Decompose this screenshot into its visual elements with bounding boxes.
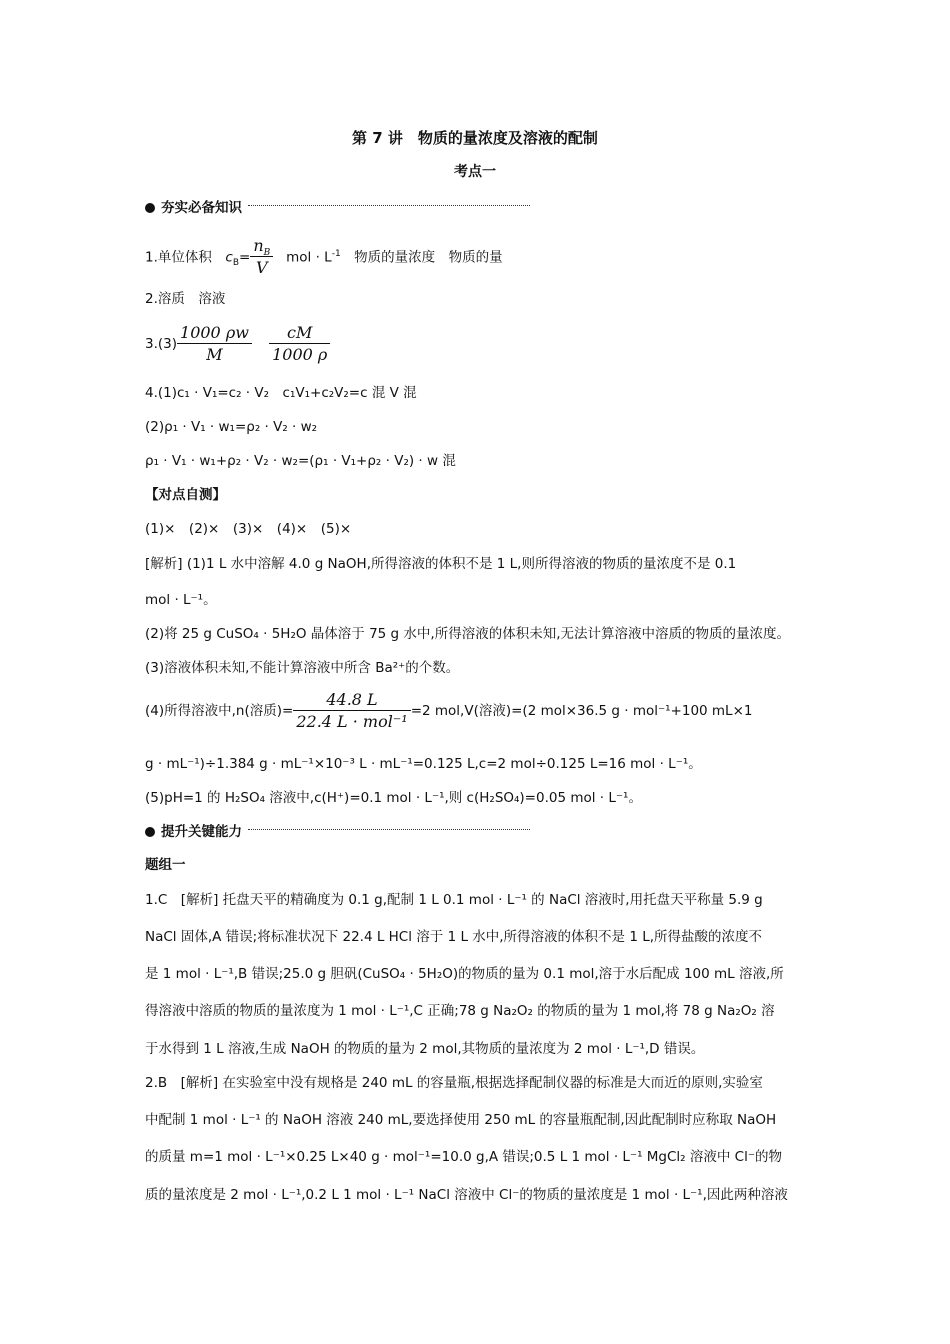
q1-line-c: 是 1 mol · L⁻¹,B 错误;25.0 g 胆矾(CuSO₄ · 5H₂O)的物质的量为 0.1 mol,溶于水后配成 100 mL 溶液,所 — [145, 966, 784, 982]
explanation-1b: mol · L⁻¹。 — [145, 592, 217, 608]
knowledge-1-prefix: 1.单位体积 — [145, 249, 226, 266]
group-heading: 题组一 — [145, 857, 186, 873]
f1-den: M — [206, 344, 223, 364]
f2-num: cM — [269, 323, 330, 344]
section-divider-2 — [248, 829, 530, 830]
f2-den: 1000 ρ — [272, 344, 328, 364]
explanation-4-rest: =2 mol,V(溶液)=(2 mol×36.5 g · mol⁻¹+100 mL×1 — [410, 703, 753, 719]
knowledge-3-prefix: 3.(3) — [145, 336, 178, 352]
knowledge-3 — [145, 322, 330, 366]
section-divider-1 — [248, 205, 530, 206]
q1-line-a: 1.C [解析] 托盘天平的精确度为 0.1 g,配制 1 L 0.1 mol · L⁻¹ 的 NaCl 溶液时,用托盘天平称量 5.9 g — [145, 892, 763, 908]
page-title: 第 7 讲 物质的量浓度及溶液的配制 — [352, 129, 598, 147]
explanation-4b: g · mL⁻¹)÷1.384 g · mL⁻¹×10⁻³ L · mL⁻¹=0.125 L,c=2 mol÷0.125 L=16 mol · L⁻¹。 — [145, 756, 702, 772]
f-den: 22.4 L · mol⁻¹ — [296, 711, 408, 731]
knowledge-4c: ρ₁ · V₁ · w₁+ρ₂ · V₂ · w₂=(ρ₁ · V₁+ρ₂ · V₂) · w 混 — [145, 453, 456, 469]
knowledge-4b: (2)ρ₁ · V₁ · w₁=ρ₂ · V₂ · w₂ — [145, 419, 318, 435]
explanation-2: (2)将 25 g CuSO₄ · 5H₂O 晶体溶于 75 g 水中,所得溶液的体积未知,无法计算溶液中溶质的物质的量浓度。 — [145, 626, 790, 642]
knowledge-1 — [145, 236, 503, 279]
bullet-icon — [145, 203, 155, 213]
section-heading-1 — [145, 199, 242, 217]
q1-line-b: NaCl 固体,A 错误;将标准状况下 22.4 L HCl 溶于 1 L 水中,所得溶液的体积不是 1 L,所得盐酸的浓度不 — [145, 929, 763, 945]
q2-line-a: 2.B [解析] 在实验室中没有规格是 240 mL 的容量瓶,根据选择配制仪器的标准是大而近的原则,实验室 — [145, 1075, 763, 1091]
bullet-icon — [145, 827, 155, 837]
unit: mol · L — [286, 249, 332, 266]
knowledge-1-rest: 物质的量浓度 物质的量 — [340, 249, 503, 266]
q1-line-e: 于水得到 1 L 溶液,生成 NaOH 的物质的量为 2 mol,其物质的量浓度为 2 mol · L⁻¹,D 错误。 — [145, 1041, 705, 1057]
page-subtitle: 考点一 — [454, 164, 496, 180]
fraction-1000pw-m — [177, 323, 252, 366]
explanation-3: (3)溶液体积未知,不能计算溶液中所含 Ba²⁺的个数。 — [145, 660, 460, 676]
cb-sub: B — [232, 258, 240, 269]
explanation-5: (5)pH=1 的 H₂SO₄ 溶液中,c(H⁺)=0.1 mol · L⁻¹,则 c(H₂SO₄)=0.05 mol · L⁻¹。 — [145, 790, 642, 806]
fraction-molar-volume — [293, 690, 410, 733]
knowledge-4a: 4.(1)c₁ · V₁=c₂ · V₂ c₁V₁+c₂V₂=c 混 V 混 — [145, 385, 417, 401]
self-test-answers: (1)× (2)× (3)× (4)× (5)× — [145, 521, 352, 537]
explanation-1a: [解析] (1)1 L 水中溶解 4.0 g NaOH,所得溶液的体积不是 1 L,则所得溶液的物质的量浓度不是 0.1 — [145, 556, 737, 572]
frac-num: n — [253, 236, 264, 255]
section-heading-2-text: 提升关键能力 — [161, 824, 242, 840]
section-heading-2 — [145, 823, 242, 841]
frac-den: V — [256, 258, 268, 277]
f1-num: 1000 ρw — [177, 323, 252, 344]
equals: = — [239, 249, 251, 266]
fraction-cm-1000p — [269, 323, 330, 366]
unit-sup: -1 — [331, 249, 341, 259]
f-num: 44.8 L — [293, 690, 410, 711]
section-heading-1-text: 夯实必备知识 — [161, 200, 242, 216]
explanation-4 — [145, 688, 752, 734]
fraction-nb-v — [250, 236, 273, 279]
cb-symbol: c — [225, 249, 233, 266]
q2-line-d: 质的量浓度是 2 mol · L⁻¹,0.2 L 1 mol · L⁻¹ NaCl 溶液中 Cl⁻的物质的量浓度是 1 mol · L⁻¹,因此两种溶液 — [145, 1187, 788, 1203]
q1-line-d: 得溶液中溶质的物质的量浓度为 1 mol · L⁻¹,C 正确;78 g Na₂O₂ 的物质的量为 1 mol,将 78 g Na₂O₂ 溶 — [145, 1003, 775, 1019]
q2-line-c: 的质量 m=1 mol · L⁻¹×0.25 L×40 g · mol⁻¹=10.0 g,A 错误;0.5 L 1 mol · L⁻¹ MgCl₂ 溶液中 Cl⁻的物 — [145, 1149, 782, 1165]
frac-num-sub: B — [263, 248, 271, 259]
q2-line-b: 中配制 1 mol · L⁻¹ 的 NaOH 溶液 240 mL,要选择使用 250 mL 的容量瓶配制,因此配制时应称取 NaOH — [145, 1112, 777, 1128]
knowledge-2: 2.溶质 溶液 — [145, 291, 226, 307]
self-test-heading: 【对点自测】 — [145, 487, 226, 503]
explanation-4-prefix: (4)所得溶液中,n(溶质)= — [145, 703, 294, 719]
